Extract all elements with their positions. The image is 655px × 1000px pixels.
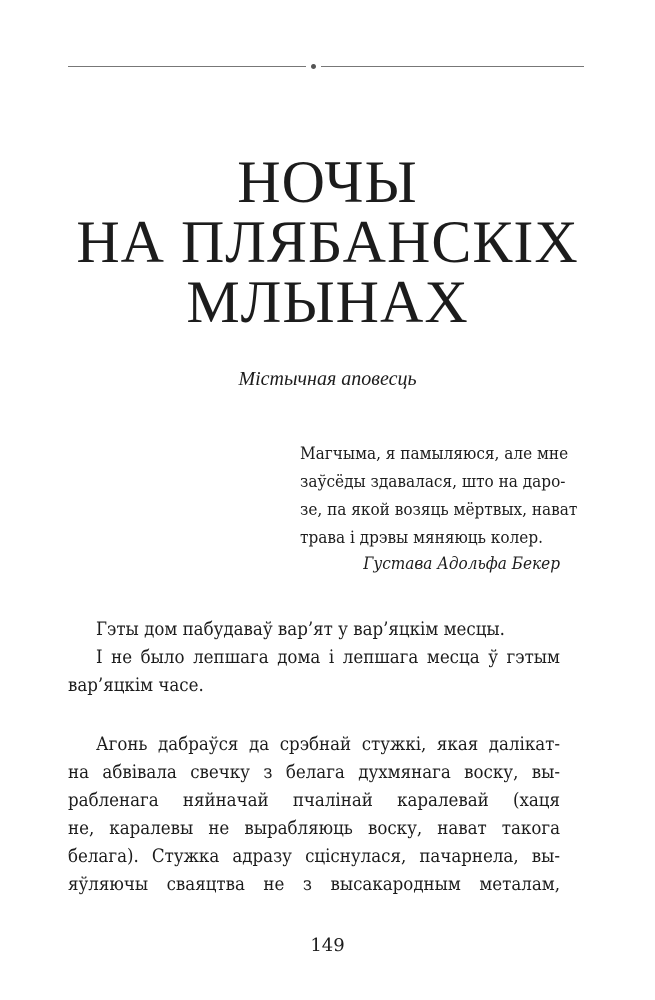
chapter-title-line: НА ПЛЯБАНСКІХ: [76, 209, 579, 275]
page-number: 149: [310, 935, 345, 956]
paragraph-line: белага). Стужка адразу сціснулася, пачарнела, вы-: [68, 846, 560, 867]
top-rule-right: [321, 66, 584, 67]
paragraph-line: яўляючы сваяцтва не з высакародным металам,: [68, 874, 560, 895]
paragraph-line: вар’яцкім часе.: [68, 675, 204, 696]
epigraph-author: Густава Адольфа Бекер: [363, 554, 560, 574]
ornament-dot: [311, 64, 316, 69]
paragraph-line: рабленага няйначай пчалінай каралевай (хаця: [68, 790, 560, 811]
chapter-title-line: НОЧЫ: [237, 149, 418, 215]
epigraph-line: зе, па якой возяць мёртвых, нават: [300, 500, 578, 520]
chapter-title-line: МЛЫНАХ: [186, 269, 469, 335]
paragraph-line: Агонь дабраўся да срэбнай стужкі, якая далікат-: [96, 734, 560, 755]
epigraph-line: трава і дрэвы мяняюць колер.: [300, 528, 543, 548]
subtitle: Містычная аповесць: [238, 368, 417, 390]
paragraph-line: не, каралевы не вырабляюць воску, нават такога: [68, 818, 560, 839]
top-rule-left: [68, 66, 306, 67]
paragraph-line: Гэты дом пабудаваў вар’ят у вар’яцкім месцы.: [96, 619, 505, 640]
paragraph-line: І не было лепшага дома і лепшага месца ў гэтым: [96, 647, 560, 668]
epigraph-line: заўсёды здавалася, што на даро-: [300, 472, 566, 492]
paragraph-line: на абвівала свечку з белага духмянага воску, вы-: [68, 762, 560, 783]
epigraph-line: Магчыма, я памыляюся, але мне: [300, 444, 569, 464]
